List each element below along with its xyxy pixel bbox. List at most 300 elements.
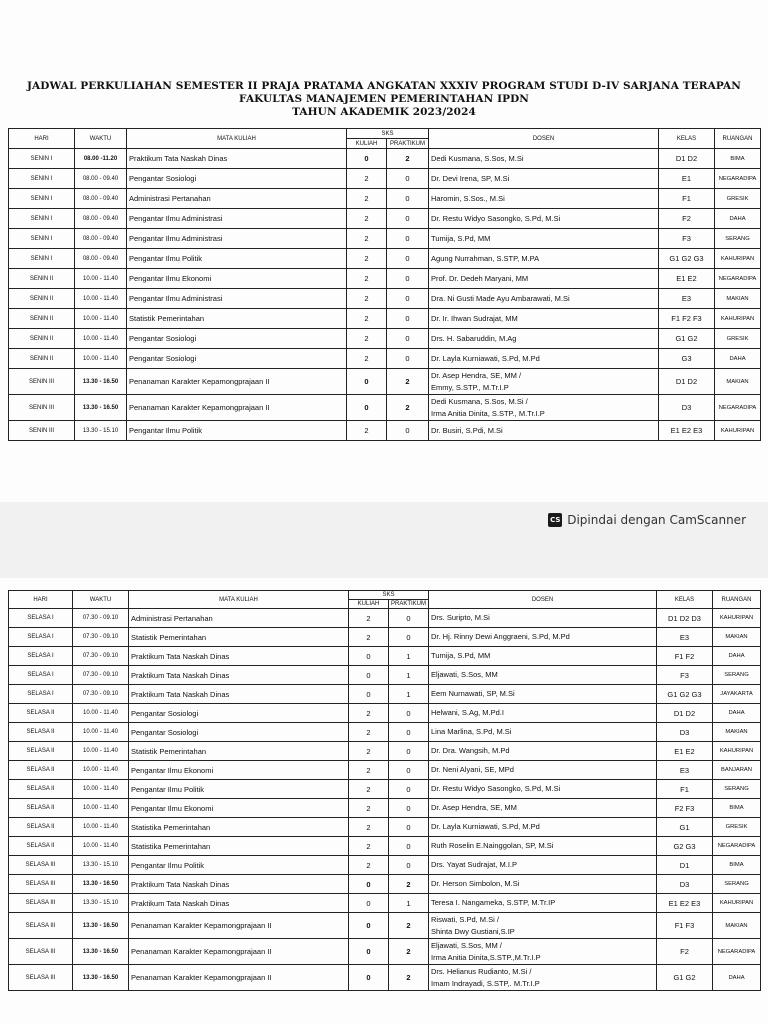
cell-dosen xyxy=(429,249,659,269)
cell-sks-kuliah: 2 xyxy=(347,329,387,349)
lecturer-name: Emmy, S.STP., M.Tr.I.P xyxy=(431,382,509,392)
table-row xyxy=(9,837,761,856)
table-row xyxy=(9,628,761,647)
cell-mata-kuliah: Statistik Pemerintahan xyxy=(129,628,349,647)
lecturer-name: Dr. Layla Kurniawati, S.Pd, M.Pd xyxy=(431,822,540,831)
cell-sks-kuliah: 2 xyxy=(349,837,389,856)
cell-waktu: 07.30 - 09.10 xyxy=(73,628,129,647)
cell-mata-kuliah: Pengantar Sosiologi xyxy=(127,169,347,189)
cell-dosen xyxy=(429,149,659,169)
cell-waktu: 13.30 - 15.10 xyxy=(73,894,129,913)
cell-mata-kuliah: Pengantar Sosiologi xyxy=(129,723,349,742)
table-row xyxy=(9,685,761,704)
cell-dosen xyxy=(429,169,659,189)
cell-sks-praktikum: 0 xyxy=(389,628,429,647)
cell-kelas: G1 G2 G3 xyxy=(659,249,715,269)
cell-sks-kuliah: 0 xyxy=(349,647,389,666)
cell-dosen xyxy=(429,818,657,837)
table-row xyxy=(9,369,761,395)
table-row xyxy=(9,309,761,329)
cell-sks-kuliah: 2 xyxy=(349,628,389,647)
lecturer-name: Ruth Roselin E.Nainggolan, SP, M.Si xyxy=(431,841,554,850)
cell-kelas: E3 xyxy=(657,761,713,780)
cell-mata-kuliah: Penanaman Karakter Kepamongprajaan II xyxy=(129,965,349,991)
lecturer-name: Dedi Kusmana, S.Sos, M.Si / xyxy=(431,396,528,406)
table-row xyxy=(9,395,761,421)
cell-mata-kuliah: Praktikum Tata Naskah Dinas xyxy=(127,149,347,169)
lecturer-name: Dr. Busiri, S.Pdi, M.Si xyxy=(431,425,503,435)
cell-kelas: D3 xyxy=(659,395,715,421)
cell-sks-praktikum: 2 xyxy=(389,913,429,939)
lecturer-name: Tumija, S.Pd, MM xyxy=(431,233,491,243)
cell-mata-kuliah: Penanaman Karakter Kepamongprajaan II xyxy=(127,395,347,421)
cell-dosen xyxy=(429,395,659,421)
cell-dosen xyxy=(429,369,659,395)
table-row xyxy=(9,780,761,799)
cell-hari: SENIN II xyxy=(9,309,75,329)
cell-sks-kuliah: 2 xyxy=(347,349,387,369)
cell-sks-praktikum: 0 xyxy=(389,837,429,856)
lecturer-name: Shinta Dwy Gustiani,S.IP xyxy=(431,926,515,936)
cell-hari: SENIN I xyxy=(9,229,75,249)
cell-kelas: D1 D2 xyxy=(657,704,713,723)
title-line-2: FAKULTAS MANAJEMEN PEMERINTAHAN IPDN xyxy=(239,93,529,105)
cell-waktu: 10.00 - 11.40 xyxy=(73,780,129,799)
cell-hari: SELASA III xyxy=(9,894,73,913)
cell-ruangan: BIMA xyxy=(713,799,761,818)
cell-kelas: G1 xyxy=(657,818,713,837)
cell-ruangan: KAHURIPAN xyxy=(713,894,761,913)
cell-dosen xyxy=(429,189,659,209)
cell-dosen xyxy=(429,349,659,369)
table-row xyxy=(9,609,761,628)
cell-ruangan: JAYAKARTA xyxy=(713,685,761,704)
cell-waktu: 13.30 - 16.50 xyxy=(73,913,129,939)
cell-ruangan: DAHA xyxy=(713,965,761,991)
cell-ruangan: DAHA xyxy=(713,647,761,666)
lecturer-name: Dr. Hj. Rinny Dewi Anggraeni, S.Pd, M.Pd xyxy=(431,632,570,641)
cell-kelas: D1 D2 xyxy=(659,369,715,395)
cell-sks-kuliah: 0 xyxy=(349,685,389,704)
table-row xyxy=(9,421,761,441)
cell-ruangan: NEGARADIPA xyxy=(713,837,761,856)
cell-kelas: F1 F2 xyxy=(657,647,713,666)
table-row xyxy=(9,149,761,169)
cell-kelas: E1 E2 xyxy=(657,742,713,761)
cell-sks-praktikum: 0 xyxy=(387,249,429,269)
cell-waktu: 10.00 - 11.40 xyxy=(73,837,129,856)
cell-mata-kuliah: Praktikum Tata Naskah Dinas xyxy=(129,875,349,894)
cell-sks-kuliah: 0 xyxy=(347,395,387,421)
scanned-page-2 xyxy=(0,578,768,1024)
cell-ruangan: MAKIAN xyxy=(715,369,761,395)
cell-dosen xyxy=(429,329,659,349)
cell-kelas: F1 F3 xyxy=(657,913,713,939)
lecturer-name: Teresa I. Nangameka, S.STP, M.Tr.IP xyxy=(431,898,556,907)
cell-ruangan: MAKIAN xyxy=(713,913,761,939)
header-ruangan: RUANGAN xyxy=(713,591,761,609)
cell-hari: SENIN I xyxy=(9,249,75,269)
cell-sks-praktikum: 2 xyxy=(387,149,429,169)
cell-waktu: 13.30 - 16.50 xyxy=(73,875,129,894)
cell-sks-praktikum: 0 xyxy=(389,704,429,723)
cell-waktu: 10.00 - 11.40 xyxy=(73,818,129,837)
cell-kelas: D1 xyxy=(657,856,713,875)
table-row xyxy=(9,799,761,818)
cell-sks-kuliah: 2 xyxy=(347,249,387,269)
cell-mata-kuliah: Penanaman Karakter Kepamongprajaan II xyxy=(127,369,347,395)
cell-ruangan: MAKIAN xyxy=(713,628,761,647)
cell-dosen xyxy=(429,685,657,704)
header-hari: HARI xyxy=(9,591,73,609)
cell-waktu: 13.30 - 15.10 xyxy=(75,421,127,441)
header-hari: HARI xyxy=(9,129,75,149)
lecturer-name: Helwani, S.Ag, M.Pd.I xyxy=(431,708,504,717)
cell-waktu: 10.00 - 11.40 xyxy=(75,329,127,349)
cell-kelas: F2 F3 xyxy=(657,799,713,818)
cell-hari: SELASA II xyxy=(9,723,73,742)
cell-dosen xyxy=(429,704,657,723)
lecturer-name: Drs. Helianus Rudianto, M.Si / xyxy=(431,966,532,976)
lecturer-name: Lina Marlina, S.Pd, M.Si xyxy=(431,727,512,736)
header-kuliah: KULIAH xyxy=(349,600,389,609)
cell-kelas: G2 G3 xyxy=(657,837,713,856)
cell-waktu: 10.00 - 11.40 xyxy=(73,704,129,723)
cell-hari: SENIN I xyxy=(9,169,75,189)
cell-sks-praktikum: 0 xyxy=(387,329,429,349)
cell-mata-kuliah: Statistik Pemerintahan xyxy=(127,309,347,329)
cell-waktu: 08.00 - 09.40 xyxy=(75,169,127,189)
cell-sks-praktikum: 0 xyxy=(387,169,429,189)
cell-sks-praktikum: 0 xyxy=(387,289,429,309)
cell-dosen xyxy=(429,875,657,894)
cell-dosen xyxy=(429,289,659,309)
cell-hari: SELASA III xyxy=(9,913,73,939)
cell-mata-kuliah: Statistik Pemerintahan xyxy=(129,742,349,761)
cell-hari: SELASA III xyxy=(9,875,73,894)
cell-waktu: 10.00 - 11.40 xyxy=(73,742,129,761)
cell-ruangan: BIMA xyxy=(713,856,761,875)
cell-ruangan: GRESIK xyxy=(715,189,761,209)
lecturer-name: Dr. Restu Widyo Sasongko, S.Pd, M.Si xyxy=(431,784,561,793)
cell-dosen xyxy=(429,799,657,818)
cell-hari: SENIN I xyxy=(9,149,75,169)
cell-waktu: 07.30 - 09.10 xyxy=(73,647,129,666)
cell-kelas: E1 E2 E3 xyxy=(657,894,713,913)
cell-kelas: E1 E2 E3 xyxy=(659,421,715,441)
cell-dosen xyxy=(429,309,659,329)
table-row xyxy=(9,875,761,894)
cell-mata-kuliah: Pengantar Ilmu Politik xyxy=(127,421,347,441)
cell-kelas: G1 G2 xyxy=(657,965,713,991)
cell-dosen xyxy=(429,939,657,965)
cell-mata-kuliah: Pengantar Ilmu Ekonomi xyxy=(129,799,349,818)
cell-waktu: 10.00 - 11.40 xyxy=(73,723,129,742)
lecturer-name: Dr. Asep Hendra, SE, MM xyxy=(431,803,517,812)
table-row xyxy=(9,349,761,369)
cell-ruangan: KAHURIPAN xyxy=(715,249,761,269)
header-mata-kuliah: MATA KULIAH xyxy=(127,129,347,149)
schedule-body-monday xyxy=(9,149,761,441)
cell-hari: SELASA III xyxy=(9,939,73,965)
cell-ruangan: KAHURIPAN xyxy=(715,421,761,441)
cell-sks-kuliah: 2 xyxy=(347,189,387,209)
table-row xyxy=(9,818,761,837)
cell-ruangan: KAHURIPAN xyxy=(715,309,761,329)
cell-sks-praktikum: 0 xyxy=(387,421,429,441)
camscanner-logo-icon: CS xyxy=(548,513,562,527)
header-mata-kuliah: MATA KULIAH xyxy=(129,591,349,609)
cell-ruangan: BIMA xyxy=(715,149,761,169)
cell-sks-praktikum: 0 xyxy=(389,761,429,780)
lecturer-name: Dr. Neni Alyani, SE, MPd xyxy=(431,765,514,774)
cell-sks-praktikum: 0 xyxy=(389,799,429,818)
cell-dosen xyxy=(429,609,657,628)
lecturer-name: Irma Anitia Dinita,S.STP.,M.Tr.I.P xyxy=(431,952,541,962)
table-row xyxy=(9,913,761,939)
cell-dosen xyxy=(429,894,657,913)
cell-waktu: 10.00 - 11.40 xyxy=(75,289,127,309)
table-row xyxy=(9,169,761,189)
cell-sks-kuliah: 0 xyxy=(349,965,389,991)
cell-ruangan: SERANG xyxy=(713,875,761,894)
cell-kelas: E3 xyxy=(657,628,713,647)
cell-kelas: D3 xyxy=(657,723,713,742)
header-kelas: KELAS xyxy=(659,129,715,149)
header-ruangan: RUANGAN xyxy=(715,129,761,149)
cell-sks-praktikum: 0 xyxy=(389,856,429,875)
cell-hari: SELASA II xyxy=(9,837,73,856)
cell-kelas: F2 xyxy=(659,209,715,229)
cell-waktu: 10.00 - 11.40 xyxy=(73,761,129,780)
cell-mata-kuliah: Pengantar Ilmu Politik xyxy=(129,856,349,875)
cell-waktu: 07.30 - 09.10 xyxy=(73,609,129,628)
cell-mata-kuliah: Pengantar Ilmu Politik xyxy=(127,249,347,269)
lecturer-name: Eem Nurnawati, SP, M.Si xyxy=(431,689,515,698)
cell-waktu: 13.30 - 16.50 xyxy=(75,395,127,421)
cell-ruangan: GRESIK xyxy=(713,818,761,837)
cell-waktu: 08.00 - 09.40 xyxy=(75,209,127,229)
cell-sks-praktikum: 1 xyxy=(389,685,429,704)
cell-dosen xyxy=(429,647,657,666)
cell-dosen xyxy=(429,421,659,441)
lecturer-name: Drs. H. Sabaruddin, M.Ag xyxy=(431,333,517,343)
cell-kelas: F2 xyxy=(657,939,713,965)
cell-waktu: 08.00 - 09.40 xyxy=(75,189,127,209)
cell-sks-praktikum: 1 xyxy=(389,894,429,913)
lecturer-name: Tumija, S.Pd, MM xyxy=(431,651,491,660)
lecturer-name: Dra. Ni Gusti Made Ayu Ambarawati, M.Si xyxy=(431,293,570,303)
lecturer-name: Drs. Suripto, M.Si xyxy=(431,613,490,622)
cell-dosen xyxy=(429,209,659,229)
cell-hari: SENIN I xyxy=(9,209,75,229)
cell-kelas: D3 xyxy=(657,875,713,894)
cell-waktu: 08.00 -11.20 xyxy=(75,149,127,169)
cell-waktu: 13.30 - 16.50 xyxy=(75,369,127,395)
cell-waktu: 10.00 - 11.40 xyxy=(75,309,127,329)
cell-sks-praktikum: 0 xyxy=(389,609,429,628)
cell-dosen xyxy=(429,965,657,991)
cell-ruangan: NEGARADIPA xyxy=(713,939,761,965)
cell-sks-kuliah: 2 xyxy=(349,609,389,628)
cell-ruangan: KAHURIPAN xyxy=(713,609,761,628)
cell-sks-praktikum: 1 xyxy=(389,647,429,666)
cell-kelas: E1 xyxy=(659,169,715,189)
cell-kelas: G1 G2 G3 xyxy=(657,685,713,704)
cell-waktu: 13.30 - 16.50 xyxy=(73,965,129,991)
cell-sks-praktikum: 2 xyxy=(389,939,429,965)
lecturer-name: Eljawati, S.Sos, MM xyxy=(431,670,498,679)
table-row xyxy=(9,249,761,269)
cell-hari: SELASA III xyxy=(9,965,73,991)
cell-dosen xyxy=(429,913,657,939)
cell-dosen xyxy=(429,666,657,685)
cell-mata-kuliah: Pengantar Ilmu Administrasi xyxy=(127,209,347,229)
lecturer-name: Dr. Asep Hendra, SE, MM / xyxy=(431,370,522,380)
cell-waktu: 08.00 - 09.40 xyxy=(75,229,127,249)
table-row xyxy=(9,856,761,875)
cell-mata-kuliah: Pengantar Ilmu Ekonomi xyxy=(127,269,347,289)
cell-ruangan: SERANG xyxy=(715,229,761,249)
cell-dosen xyxy=(429,269,659,289)
cell-ruangan: DAHA xyxy=(713,704,761,723)
cell-sks-praktikum: 0 xyxy=(389,723,429,742)
cell-sks-kuliah: 2 xyxy=(349,761,389,780)
cell-sks-kuliah: 2 xyxy=(347,269,387,289)
cell-mata-kuliah: Administrasi Pertanahan xyxy=(127,189,347,209)
cell-waktu: 10.00 - 11.40 xyxy=(75,269,127,289)
table-row xyxy=(9,723,761,742)
cell-mata-kuliah: Praktikum Tata Naskah Dinas xyxy=(129,647,349,666)
cell-kelas: D1 D2 xyxy=(659,149,715,169)
lecturer-name: Agung Nurrahman, S.STP, M.PA xyxy=(431,253,540,263)
cell-mata-kuliah: Administrasi Pertanahan xyxy=(129,609,349,628)
cell-sks-praktikum: 2 xyxy=(389,965,429,991)
lecturer-name: Dr. Herson Simbolon, M.Si xyxy=(431,879,520,888)
lecturer-name: Dr. Dra. Wangsih, M.Pd xyxy=(431,746,510,755)
cell-sks-praktikum: 0 xyxy=(389,780,429,799)
header-kuliah: KULIAH xyxy=(347,139,387,149)
cell-waktu: 13.30 - 16.50 xyxy=(73,939,129,965)
table-row xyxy=(9,666,761,685)
table-row xyxy=(9,939,761,965)
table-row xyxy=(9,229,761,249)
cell-sks-kuliah: 0 xyxy=(349,939,389,965)
lecturer-name: Dr. Restu Widyo Sasongko, S.Pd, M.Si xyxy=(431,213,561,223)
cell-mata-kuliah: Pengantar Sosiologi xyxy=(127,349,347,369)
cell-kelas: D1 D2 D3 xyxy=(657,609,713,628)
cell-hari: SELASA II xyxy=(9,742,73,761)
cell-ruangan: NEGARADIPA xyxy=(715,395,761,421)
cell-ruangan: NEGARADIPA xyxy=(715,269,761,289)
lecturer-name: Irma Anitia Dinita, S.STP., M.Tr.I.P xyxy=(431,408,545,418)
cell-sks-kuliah: 2 xyxy=(347,309,387,329)
cell-sks-praktikum: 0 xyxy=(387,309,429,329)
cell-hari: SELASA I xyxy=(9,628,73,647)
cell-ruangan: MAKIAN xyxy=(715,289,761,309)
table-row xyxy=(9,209,761,229)
cell-kelas: E3 xyxy=(659,289,715,309)
lecturer-name: Dedi Kusmana, S.Sos, M.Si xyxy=(431,153,524,163)
cell-sks-praktikum: 0 xyxy=(389,818,429,837)
cell-mata-kuliah: Pengantar Sosiologi xyxy=(129,704,349,723)
cell-mata-kuliah: Statistika Pemerintahan xyxy=(129,837,349,856)
lecturer-name: Dr. Devi Irena, SP, M.Si xyxy=(431,173,510,183)
cell-sks-kuliah: 2 xyxy=(349,780,389,799)
table-row xyxy=(9,269,761,289)
cell-sks-kuliah: 2 xyxy=(347,289,387,309)
cell-sks-kuliah: 0 xyxy=(349,875,389,894)
cell-sks-praktikum: 2 xyxy=(387,369,429,395)
cell-sks-praktikum: 0 xyxy=(387,189,429,209)
header-sks: SKS xyxy=(347,129,429,139)
cell-ruangan: DAHA xyxy=(715,349,761,369)
cell-hari: SENIN III xyxy=(9,369,75,395)
cell-sks-kuliah: 2 xyxy=(349,818,389,837)
lecturer-name: Eljawati, S.Sos, MM / xyxy=(431,940,502,950)
cell-sks-kuliah: 2 xyxy=(347,169,387,189)
header-praktikum: PRAKTIKUM xyxy=(389,600,429,609)
cell-kelas: G3 xyxy=(659,349,715,369)
cell-waktu: 10.00 - 11.40 xyxy=(75,349,127,369)
cell-kelas: F3 xyxy=(659,229,715,249)
cell-kelas: F1 F2 F3 xyxy=(659,309,715,329)
header-waktu: WAKTU xyxy=(73,591,129,609)
cell-kelas: F1 xyxy=(657,780,713,799)
cell-sks-praktikum: 0 xyxy=(387,349,429,369)
scanned-page-1 xyxy=(0,0,768,502)
cell-sks-praktikum: 2 xyxy=(389,875,429,894)
lecturer-name: Riswati, S.Pd, M.Si / xyxy=(431,914,499,924)
cell-hari: SELASA II xyxy=(9,799,73,818)
cell-ruangan: GRESIK xyxy=(715,329,761,349)
cell-mata-kuliah: Pengantar Ilmu Politik xyxy=(129,780,349,799)
cell-dosen xyxy=(429,742,657,761)
cell-sks-praktikum: 0 xyxy=(389,742,429,761)
cell-dosen xyxy=(429,229,659,249)
cell-hari: SENIN II xyxy=(9,329,75,349)
cell-mata-kuliah: Pengantar Ilmu Ekonomi xyxy=(129,761,349,780)
cell-mata-kuliah: Statistika Pemerintahan xyxy=(129,818,349,837)
cell-sks-kuliah: 2 xyxy=(349,799,389,818)
cell-hari: SENIN III xyxy=(9,395,75,421)
cell-sks-kuliah: 0 xyxy=(347,149,387,169)
header-kelas: KELAS xyxy=(657,591,713,609)
cell-ruangan: SERANG xyxy=(713,666,761,685)
header-dosen: DOSEN xyxy=(429,591,657,609)
cell-sks-praktikum: 1 xyxy=(389,666,429,685)
lecturer-name: Dr. Layla Kurniawati, S.Pd, M.Pd xyxy=(431,353,540,363)
cell-kelas: F3 xyxy=(657,666,713,685)
camscanner-label: Dipindai dengan CamScanner xyxy=(567,513,746,527)
header-sks: SKS xyxy=(349,591,429,600)
table-row xyxy=(9,289,761,309)
table-row xyxy=(9,761,761,780)
cell-mata-kuliah: Penanaman Karakter Kepamongprajaan II xyxy=(129,939,349,965)
table-row xyxy=(9,329,761,349)
document-title xyxy=(0,80,768,119)
cell-waktu: 13.30 - 15.10 xyxy=(73,856,129,875)
schedule-table-tuesday xyxy=(8,590,761,991)
cell-waktu: 07.30 - 09.10 xyxy=(73,685,129,704)
cell-ruangan: BANJARAN xyxy=(713,761,761,780)
cell-sks-kuliah: 2 xyxy=(349,723,389,742)
cell-hari: SELASA II xyxy=(9,704,73,723)
cell-hari: SELASA I xyxy=(9,666,73,685)
camscanner-watermark xyxy=(548,513,746,527)
lecturer-name: Drs. Yayat Sudrajat, M.I.P xyxy=(431,860,518,869)
header-dosen: DOSEN xyxy=(429,129,659,149)
